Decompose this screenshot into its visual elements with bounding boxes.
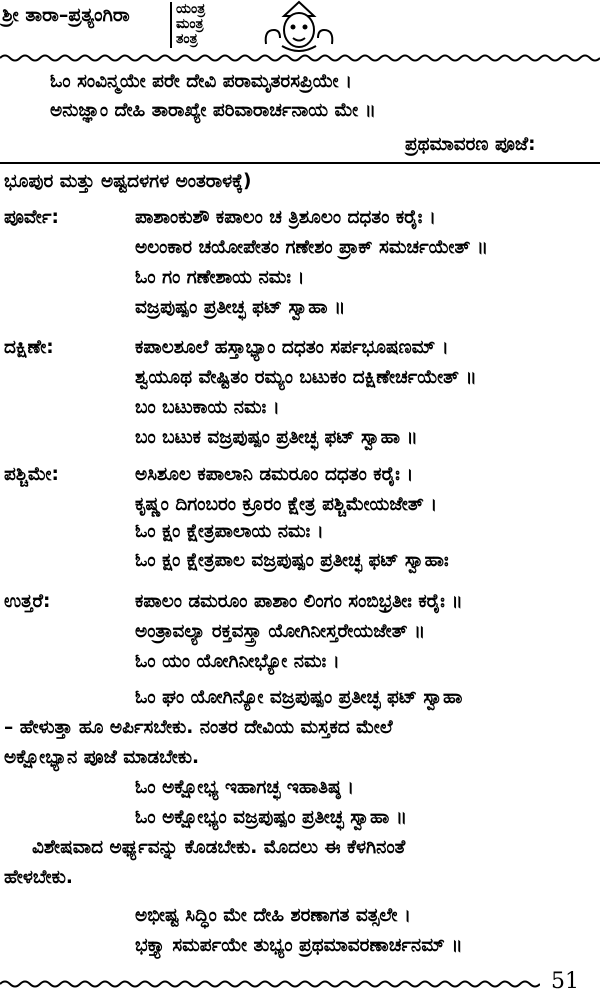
east-line-2: ಅಲಂಕಾರ ಚಯೋಪೇತಂ ಗಣೇಶಂ ಪ್ರಾಕ್ ಸಮರ್ಚಯೇತ್ ॥: [135, 237, 489, 258]
east-line-4: ವಜ್ರಪುಷ್ಪಂ ಪ್ರತೀಚ್ಛ ಫಟ್ ಸ್ವಾಹಾ ॥: [135, 297, 346, 318]
verse-line-1: ಓಂ ಸಂವಿನ್ಮಯೇ ಪರೇ ದೇವಿ ಪರಾಮೃತರಸಪ್ರಿಯೇ ।: [50, 71, 353, 92]
header-box-line-2: ಮಂತ್ರ: [176, 16, 204, 32]
label-north: ಉತ್ತರೆ:: [4, 591, 51, 612]
section-rule: [0, 162, 600, 164]
para-line-2: – ಹೇಳುತ್ತಾ ಹೂ ಅರ್ಪಿಸಬೇಕು. ನಂತರ ದೇವಿಯ ಮಸ್ತಕದ ಮೇಲೆ: [4, 717, 393, 738]
header-box-line-3: ತಂತ್ರ: [176, 31, 198, 47]
intro-line: ಭೂಪುರ ಮತ್ತು ಅಷ್ಟದಳಗಳ ಅಂತರಾಳಕ್ಕೆ): [4, 171, 252, 192]
final-line-1: ಅಭೀಷ್ಟ ಸಿದ್ಧಿಂ ಮೇ ದೇಹಿ ಶರಣಾಗತ ವತ್ಸಲೇ ।: [135, 905, 411, 926]
verse-line-2: ಅನುಜ್ಞಾಂ ದೇಹಿ ತಾರಾಖ್ಯೇ ಪರಿವಾರಾರ್ಚನಾಯ ಮೇ ॥: [50, 100, 376, 121]
akshobhya-line-2: ಓಂ ಅಕ್ಷೋಭ್ಯಂ ವಜ್ರಪುಷ್ಪಂ ಪ್ರತೀಚ್ಛ ಸ್ವಾಹಾ ॥: [135, 807, 408, 828]
header-box-line-1: ಯಂತ್ರ: [176, 1, 206, 17]
north-line-3: ಓಂ ಯಂ ಯೋಗಿನೀಭ್ಯೋ ನಮಃ ।: [135, 651, 340, 672]
para-line-3: ಅಕ್ಷೋಭ್ಯಾನ ಪೂಜೆ ಮಾಡಬೇಕು.: [4, 747, 200, 768]
bottom-wave-divider: [0, 978, 540, 990]
label-west: ಪಶ್ಚಿಮೇ:: [4, 464, 59, 485]
page-number: 51: [551, 969, 579, 994]
top-wave-divider: [0, 52, 600, 64]
east-line-1: ಪಾಶಾಂಕುಶೌ ಕಪಾಲಂ ಚ ತ್ರಿಶೂಲಂ ದಧತಂ ಕರೈಃ ।: [135, 207, 436, 228]
final-line-2: ಭಕ್ತ್ಯಾ ಸಮರ್ಪಯೇ ತುಭ್ಯಂ ಪ್ರಥಮಾವರಣಾರ್ಚನಮ್ ॥: [135, 935, 463, 956]
section-heading: ಪ್ರಥಮಾವರಣ ಪೂಜೆ:: [405, 134, 536, 155]
deity-face-icon: [262, 0, 336, 54]
running-title: ಶ್ರೀ ತಾರಾ–ಪ್ರತ್ಯಂಗಿರಾ: [2, 4, 130, 26]
para-line-1: ಓಂ ಘಂ ಯೋಗಿನ್ಯೋ ವಜ್ರಪುಷ್ಪಂ ಪ್ರತೀಚ್ಛ ಫಟ್ ಸ್ವಾಹಾ: [135, 687, 463, 708]
north-line-2: ಅಂತ್ರಾವಲ್ಯಾ ರಕ್ತವಸ್ತ್ರಾ ಯೋಗಿನೀಸ್ತರೇಯಜೇತ್ ॥: [135, 621, 426, 642]
west-line-3: ಓಂ ಕ್ಷಂ ಕ್ಷೇತ್ರಪಾಲಾಯ ನಮಃ ।: [135, 521, 324, 542]
south-line-2: ಶ್ವಯೂಥ ವೇಷ್ಟಿತಂ ರಮ್ಯಂ ಬಟುಕಂ ದಕ್ಷಿಣೇರ್ಚಯೇತ್ ॥: [135, 367, 477, 388]
south-line-1: ಕಪಾಲಶೂಲೆ ಹಸ್ತಾಭ್ಯಾಂ ದಧತಂ ಸರ್ಪಭೂಷಣಮ್ ।: [135, 337, 449, 358]
east-line-3: ಓಂ ಗಂ ಗಣೇಶಾಯ ನಮಃ ।: [135, 267, 305, 288]
west-line-2: ಕೃಷ್ಣಂ ದಿಗಂಬರಂ ಕ್ರೂರಂ ಕ್ಷೇತ್ರ ಪಶ್ಚಿಮೇಯಜೇತ್ ।: [135, 494, 438, 515]
north-line-1: ಕಪಾಲಂ ಡಮರೂಂ ಪಾಶಾಂ ಲಿಂಗಂ ಸಂಬಿಭ್ರತೀಃ ಕರೈಃ ॥: [135, 591, 463, 612]
west-line-4: ಓಂ ಕ್ಷಂ ಕ್ಷೇತ್ರಪಾಲ ವಜ್ರಪುಷ್ಪಂ ಪ್ರತೀಚ್ಛ ಫಟ್ ಸ್ವಾಹಾಃ: [135, 550, 449, 571]
header-box: [170, 2, 238, 48]
para2-line-1: ವಿಶೇಷವಾದ ಅರ್ಘ್ಯವನ್ನು ಕೊಡಬೇಕು. ಮೊದಲು ಈ ಕೆಳಗಿನಂತೆ: [32, 837, 406, 858]
south-line-4: ಬಂ ಬಟುಕ ವಜ್ರಪುಷ್ಪಂ ಪ್ರತೀಚ್ಛ ಫಟ್ ಸ್ವಾಹಾ ॥: [135, 427, 418, 448]
south-line-3: ಬಂ ಬಟುಕಾಯ ನಮಃ ।: [135, 397, 280, 418]
label-east: ಪೂರ್ವೇ:: [4, 207, 59, 228]
para2-line-2: ಹೇಳಬೇಕು.: [4, 867, 73, 888]
label-south: ದಕ್ಷಿಣೇ:: [4, 337, 54, 358]
akshobhya-line-1: ಓಂ ಅಕ್ಷೋಭ್ಯ ಇಹಾಗಚ್ಛ ಇಹಾತಿಷ್ಠ ।: [135, 777, 355, 798]
west-line-1: ಅಸಿಶೂಲ ಕಪಾಲಾನಿ ಡಮರೂಂ ದಧತಂ ಕರೈಃ ।: [135, 464, 414, 485]
